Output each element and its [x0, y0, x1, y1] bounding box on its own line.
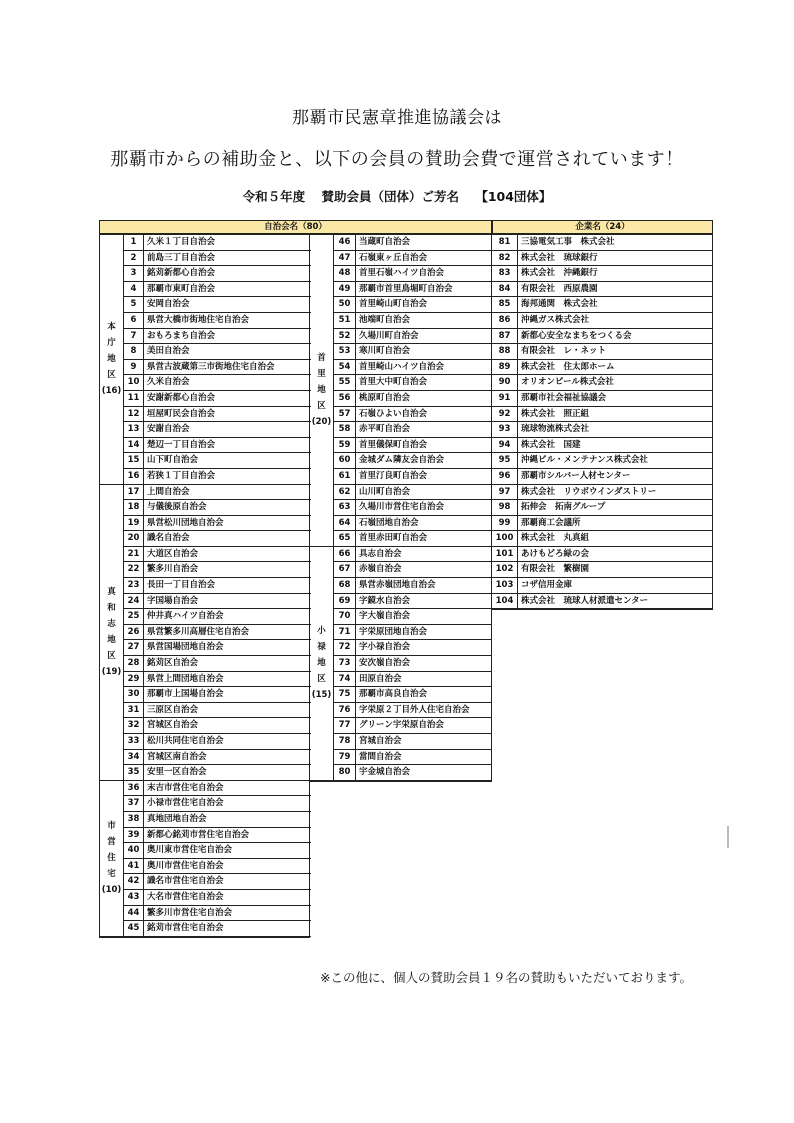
row-number: 33	[124, 734, 144, 750]
district-count: (16)	[101, 386, 122, 397]
row-number: 21	[124, 547, 144, 563]
row-number: 72	[334, 640, 356, 656]
row-number: 87	[492, 329, 518, 345]
member-name: 株式会社 照正組	[518, 407, 713, 423]
row-number: 47	[334, 251, 356, 267]
member-name: 株式会社 リウボウインダストリー	[518, 485, 713, 501]
member-name: 県営赤嶺団地自治会	[356, 578, 492, 594]
row-number: 82	[492, 251, 518, 267]
member-name: 銘苅市営住宅自治会	[144, 921, 311, 937]
row-number: 50	[334, 297, 356, 313]
row-number: 13	[124, 422, 144, 438]
member-name: 海邦通関 株式会社	[518, 297, 713, 313]
member-name: 沖縄ガス株式会社	[518, 313, 713, 329]
member-name: 大道区自治会	[144, 547, 311, 563]
member-name: 宮城自治会	[356, 734, 492, 750]
row-number: 29	[124, 672, 144, 688]
member-name: 識名自治会	[144, 531, 311, 547]
row-number: 62	[334, 485, 356, 501]
row-number: 56	[334, 391, 356, 407]
member-name: 与儀後原自治会	[144, 500, 311, 516]
header-neighborhood-associations: 自治会名（80）	[99, 220, 492, 234]
row-number: 27	[124, 640, 144, 656]
caption-count: 【104団体】	[475, 189, 552, 204]
row-number: 57	[334, 407, 356, 423]
row-number: 91	[492, 391, 518, 407]
member-name: 県営繁多川高層住宅自治会	[144, 625, 311, 641]
row-number: 70	[334, 609, 356, 625]
row-number: 55	[334, 375, 356, 391]
row-number: 60	[334, 453, 356, 469]
district-char: 区	[107, 651, 116, 662]
table-column-c	[492, 234, 713, 610]
district-text	[102, 319, 122, 399]
member-name: 宮城区自治会	[144, 718, 311, 734]
member-name: 楚辺一丁目自治会	[144, 438, 311, 454]
member-name: 首里儀保町自治会	[356, 438, 492, 454]
row-number: 35	[124, 765, 144, 781]
member-name: 字国場自治会	[144, 594, 311, 610]
member-name: 字栄原２丁目外人住宅自治会	[356, 703, 492, 719]
district-text	[102, 584, 122, 680]
row-number: 54	[334, 360, 356, 376]
row-number: 14	[124, 438, 144, 454]
district-char: 営	[107, 837, 116, 848]
member-name: 仲井真ハイツ自治会	[144, 609, 311, 625]
member-name: 安次嶺自治会	[356, 656, 492, 672]
member-name: 具志自治会	[356, 547, 492, 563]
row-number: 76	[334, 703, 356, 719]
district-char: 地	[317, 385, 326, 396]
row-number: 6	[124, 313, 144, 329]
district-text	[102, 818, 122, 898]
row-number: 38	[124, 812, 144, 828]
row-number: 18	[124, 500, 144, 516]
member-name: 寒川町自治会	[356, 344, 492, 360]
district-char: 宅	[107, 869, 116, 880]
member-name: 字鏡水自治会	[356, 594, 492, 610]
member-name: 久米自治会	[144, 375, 311, 391]
member-name: 那覇市上国場自治会	[144, 687, 311, 703]
district-label	[310, 547, 334, 781]
member-name: 大名市営住宅自治会	[144, 890, 311, 906]
member-name: 株式会社 琉球人材派遣センター	[518, 594, 713, 610]
member-name: 那覇市高良自治会	[356, 687, 492, 703]
member-name: 安謝自治会	[144, 422, 311, 438]
member-name: 若狭１丁目自治会	[144, 469, 311, 485]
member-name: 株式会社 沖縄銀行	[518, 266, 713, 282]
row-number: 59	[334, 438, 356, 454]
row-number: 61	[334, 469, 356, 485]
row-number: 63	[334, 500, 356, 516]
member-name: 安謝新都心自治会	[144, 391, 311, 407]
district-count: (20)	[311, 417, 332, 428]
row-number: 37	[124, 796, 144, 812]
row-number: 102	[492, 562, 518, 578]
row-number: 73	[334, 656, 356, 672]
district-char: 区	[107, 370, 116, 381]
row-number: 104	[492, 594, 518, 610]
row-number: 32	[124, 718, 144, 734]
member-name: 有限会社 西原農園	[518, 282, 713, 298]
district-char: 里	[317, 369, 326, 380]
header-companies: 企業名（24）	[492, 220, 713, 234]
member-name: 垣屋町民会自治会	[144, 407, 311, 423]
member-name: 株式会社 琉球銀行	[518, 251, 713, 267]
member-name: 県営国場団地自治会	[144, 640, 311, 656]
member-name: 久米１丁目自治会	[144, 235, 311, 251]
table-column-a	[99, 234, 310, 938]
row-number: 95	[492, 453, 518, 469]
member-name: 上間自治会	[144, 485, 311, 501]
member-name: 識名市営住宅自治会	[144, 874, 311, 890]
member-name: 當間自治会	[356, 750, 492, 766]
member-name: 石嶺団地自治会	[356, 516, 492, 532]
row-number: 30	[124, 687, 144, 703]
table-caption	[0, 187, 794, 205]
district-count: (15)	[311, 690, 332, 701]
member-name: あけもどろ緑の会	[518, 547, 713, 563]
page-subtitle: 那覇市からの補助金と、以下の会員の賛助会費で運営されています！	[110, 149, 684, 170]
district-label	[100, 235, 124, 485]
row-number: 67	[334, 562, 356, 578]
row-number: 84	[492, 282, 518, 298]
row-number: 36	[124, 781, 144, 797]
member-name: 新都心銘苅市営住宅自治会	[144, 828, 311, 844]
member-name: 首里崎山ハイツ自治会	[356, 360, 492, 376]
row-number: 25	[124, 609, 144, 625]
member-name: 有限会社 レ・ネット	[518, 344, 713, 360]
member-name: 池端町自治会	[356, 313, 492, 329]
member-name: 那覇市東町自治会	[144, 282, 311, 298]
member-name: 首里大中町自治会	[356, 375, 492, 391]
row-number: 78	[334, 734, 356, 750]
row-number: 90	[492, 375, 518, 391]
district-char: 区	[317, 401, 326, 412]
row-number: 34	[124, 750, 144, 766]
row-number: 99	[492, 516, 518, 532]
district-char: 地	[107, 354, 116, 365]
member-name: 当蔵町自治会	[356, 235, 492, 251]
district-label	[100, 485, 124, 781]
district-label	[100, 781, 124, 937]
row-number: 103	[492, 578, 518, 594]
row-number: 52	[334, 329, 356, 345]
member-name: 久場川市営住宅自治会	[356, 500, 492, 516]
district-char: 小	[317, 626, 326, 637]
member-name: 那覇市首里鳥堀町自治会	[356, 282, 492, 298]
member-name: 前島三丁目自治会	[144, 251, 311, 267]
member-name: 安里一区自治会	[144, 765, 311, 781]
district-char: 本	[107, 322, 116, 333]
district-char: 区	[317, 674, 326, 685]
member-name: 赤嶺自治会	[356, 562, 492, 578]
member-name: 山下町自治会	[144, 453, 311, 469]
row-number: 24	[124, 594, 144, 610]
member-name: 長田一丁目自治会	[144, 578, 311, 594]
row-number: 92	[492, 407, 518, 423]
member-name: 県営古波蔵第三市街地住宅自治会	[144, 360, 311, 376]
member-name: 那覇市社会福祉協議会	[518, 391, 713, 407]
member-name: 県営大橋市街地住宅自治会	[144, 313, 311, 329]
member-name: 那覇市シルバー人材センター	[518, 469, 713, 485]
member-name: 字大嶺自治会	[356, 609, 492, 625]
member-name: 株式会社 丸真組	[518, 531, 713, 547]
member-name: 字小禄自治会	[356, 640, 492, 656]
row-number: 9	[124, 360, 144, 376]
row-number: 53	[334, 344, 356, 360]
row-number: 28	[124, 656, 144, 672]
row-number: 11	[124, 391, 144, 407]
member-name: 赤平町自治会	[356, 422, 492, 438]
row-number: 4	[124, 282, 144, 298]
member-name: 奥川東市営住宅自治会	[144, 843, 311, 859]
district-label	[310, 235, 334, 547]
row-number: 94	[492, 438, 518, 454]
row-number: 10	[124, 375, 144, 391]
member-name: 真地団地自治会	[144, 812, 311, 828]
member-name: 県営上間団地自治会	[144, 672, 311, 688]
row-number: 74	[334, 672, 356, 688]
row-number: 3	[124, 266, 144, 282]
row-number: 48	[334, 266, 356, 282]
row-number: 93	[492, 422, 518, 438]
row-number: 66	[334, 547, 356, 563]
member-name: 繁多川自治会	[144, 562, 311, 578]
table-column-b	[310, 234, 492, 782]
footer-note: ※この他に、個人の賛助会員１９名の賛助もいただいております。	[320, 970, 692, 985]
row-number: 68	[334, 578, 356, 594]
row-number: 58	[334, 422, 356, 438]
row-number: 69	[334, 594, 356, 610]
member-name: 田原自治会	[356, 672, 492, 688]
row-number: 65	[334, 531, 356, 547]
member-name: 宇栄原団地自治会	[356, 625, 492, 641]
district-text	[312, 623, 332, 703]
member-name: 首里崎山町自治会	[356, 297, 492, 313]
row-number: 97	[492, 485, 518, 501]
row-number: 71	[334, 625, 356, 641]
member-name: 琉球物流株式会社	[518, 422, 713, 438]
district-text	[312, 350, 332, 430]
row-number: 83	[492, 266, 518, 282]
member-name: 三原区自治会	[144, 703, 311, 719]
member-name: グリーン宇栄原自治会	[356, 718, 492, 734]
member-name: 宇金城自治会	[356, 765, 492, 781]
row-number: 8	[124, 344, 144, 360]
row-number: 31	[124, 703, 144, 719]
row-number: 100	[492, 531, 518, 547]
member-name: 宮城区南自治会	[144, 750, 311, 766]
member-name: おもろまち自治会	[144, 329, 311, 345]
member-name: 三協電気工事 株式会社	[518, 235, 713, 251]
district-char: 真	[107, 587, 116, 598]
district-char: 志	[107, 619, 116, 630]
row-number: 101	[492, 547, 518, 563]
row-number: 43	[124, 890, 144, 906]
row-number: 40	[124, 843, 144, 859]
row-number: 5	[124, 297, 144, 313]
row-number: 89	[492, 360, 518, 376]
row-number: 7	[124, 329, 144, 345]
row-number: 23	[124, 578, 144, 594]
row-number: 81	[492, 235, 518, 251]
district-char: 和	[107, 603, 116, 614]
row-number: 12	[124, 407, 144, 423]
row-number: 2	[124, 251, 144, 267]
member-name: 松川共同住宅自治会	[144, 734, 311, 750]
district-char: 市	[107, 821, 116, 832]
member-name: 末吉市営住宅自治会	[144, 781, 311, 797]
caption-year: 令和５年度	[242, 189, 306, 204]
caption-label: 賛助会員（団体）ご芳名	[321, 189, 459, 204]
row-number: 17	[124, 485, 144, 501]
member-name: 山川町自治会	[356, 485, 492, 501]
member-name: 銘苅新都心自治会	[144, 266, 311, 282]
member-name: 石嶺東ヶ丘自治会	[356, 251, 492, 267]
district-char: 地	[317, 658, 326, 669]
row-number: 26	[124, 625, 144, 641]
page-title: 那覇市民憲章推進協議会は	[292, 108, 502, 128]
member-name: 首里汀良町自治会	[356, 469, 492, 485]
row-number: 44	[124, 906, 144, 922]
row-number: 86	[492, 313, 518, 329]
member-name: 県営松川団地自治会	[144, 516, 311, 532]
scrollbar-mark	[727, 826, 729, 848]
member-name: コザ信用金庫	[518, 578, 713, 594]
district-count: (19)	[101, 667, 122, 678]
member-name: 桃原町自治会	[356, 391, 492, 407]
member-name: 金城ダム隣友会自治会	[356, 453, 492, 469]
district-char: 首	[317, 353, 326, 364]
district-char: 住	[107, 853, 116, 864]
row-number: 19	[124, 516, 144, 532]
row-number: 79	[334, 750, 356, 766]
member-name: 美田自治会	[144, 344, 311, 360]
member-name: 久場川町自治会	[356, 329, 492, 345]
row-number: 51	[334, 313, 356, 329]
row-number: 45	[124, 921, 144, 937]
row-number: 49	[334, 282, 356, 298]
district-char: 庁	[107, 338, 116, 349]
member-name: 安岡自治会	[144, 297, 311, 313]
row-number: 1	[124, 235, 144, 251]
row-number: 15	[124, 453, 144, 469]
row-number: 22	[124, 562, 144, 578]
member-name: 沖縄ビル・メンテナンス株式会社	[518, 453, 713, 469]
member-name: 銘苅区自治会	[144, 656, 311, 672]
row-number: 46	[334, 235, 356, 251]
district-char: 禄	[317, 642, 326, 653]
row-number: 64	[334, 516, 356, 532]
member-name: 小禄市営住宅自治会	[144, 796, 311, 812]
member-name: 繁多川市営住宅自治会	[144, 906, 311, 922]
row-number: 88	[492, 344, 518, 360]
row-number: 42	[124, 874, 144, 890]
member-name: オリオンビール株式会社	[518, 375, 713, 391]
member-name: 拓伸会 拓南グループ	[518, 500, 713, 516]
row-number: 16	[124, 469, 144, 485]
member-name: 有限会社 繁樹園	[518, 562, 713, 578]
district-char: 地	[107, 635, 116, 646]
row-number: 41	[124, 859, 144, 875]
member-name: 新都心安全なまちをつくる会	[518, 329, 713, 345]
row-number: 75	[334, 687, 356, 703]
member-name: 株式会社 住太郎ホーム	[518, 360, 713, 376]
row-number: 39	[124, 828, 144, 844]
row-number: 98	[492, 500, 518, 516]
member-name: 首里石嶺ハイツ自治会	[356, 266, 492, 282]
row-number: 96	[492, 469, 518, 485]
member-name: 株式会社 国建	[518, 438, 713, 454]
member-name: 那覇商工会議所	[518, 516, 713, 532]
member-name: 奥川市営住宅自治会	[144, 859, 311, 875]
row-number: 77	[334, 718, 356, 734]
row-number: 20	[124, 531, 144, 547]
row-number: 85	[492, 297, 518, 313]
district-count: (10)	[101, 885, 122, 896]
row-number: 80	[334, 765, 356, 781]
member-name: 石嶺ひよい自治会	[356, 407, 492, 423]
member-name: 首里赤田町自治会	[356, 531, 492, 547]
